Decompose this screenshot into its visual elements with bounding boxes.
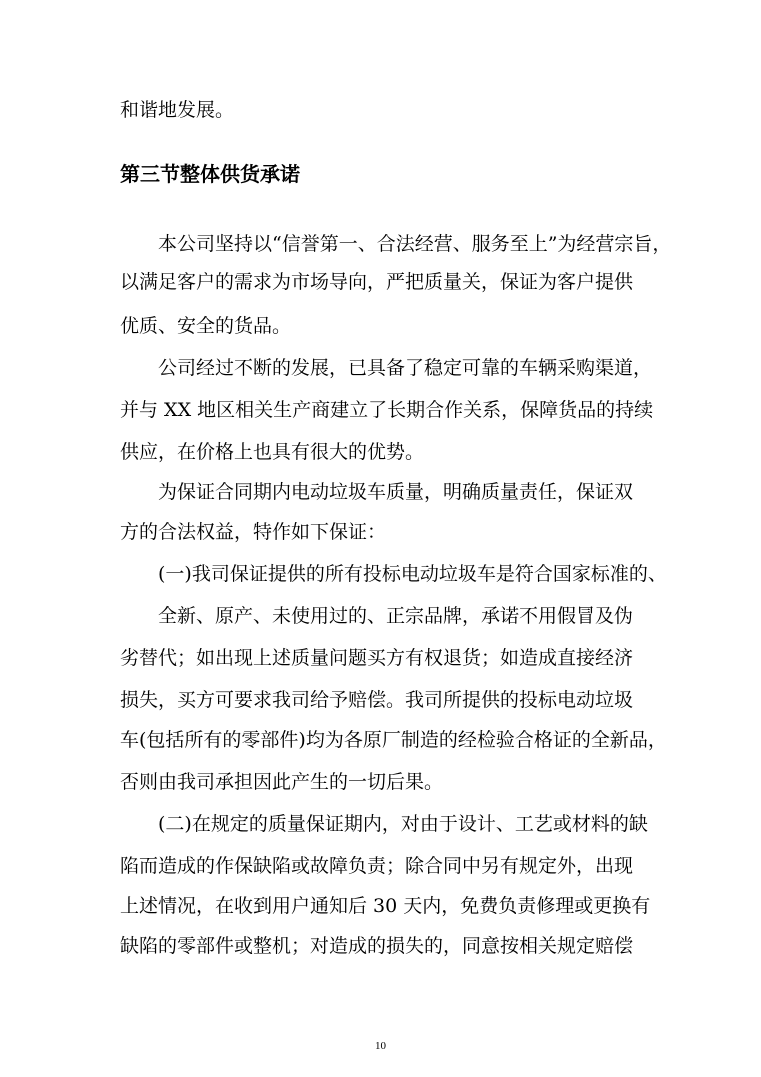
text-line: 损失，买方可要求我司给予赔偿。我司所提供的投标电动垃圾 — [120, 689, 634, 711]
text-line: 缺陷的零部件或整机；对造成的损失的，同意按相关规定赔偿 — [120, 935, 634, 957]
section-heading: 第三节整体供货承诺 — [120, 162, 300, 186]
text-line: 和谐地发展。 — [120, 99, 235, 121]
text-line: 优质、安全的货品。 — [120, 315, 292, 337]
text-line: 劣替代；如出现上述质量问题买方有权退货；如造成直接经济 — [120, 647, 634, 669]
text-line: (一)我司保证提供的所有投标电动垃圾车是符合国家标准的、 — [158, 563, 667, 585]
text-line: 并与 XX 地区相关生产商建立了长期合作关系，保障货品的持续 — [120, 399, 654, 421]
text-line: 方的合法权益，特作如下保证： — [120, 521, 387, 543]
text-line: 车(包括所有的零部件)均为各原厂制造的经检验合格证的全新品， — [120, 729, 667, 751]
text-line: 为保证合同期内电动垃圾车质量，明确质量责任，保证双 — [158, 481, 634, 503]
text-line: 公司经过不断的发展，已具备了稳定可靠的车辆采购渠道， — [158, 357, 653, 379]
text-line: 陷而造成的作保缺陷或故障负责；除合同中另有规定外，出现 — [120, 855, 634, 877]
text-line: (二)在规定的质量保证期内，对由于设计、工艺或材料的缺 — [158, 813, 648, 835]
text-line: 以满足客户的需求为市场导向，严把质量关，保证为客户提供 — [120, 271, 634, 293]
text-line: 供应，在价格上也具有很大的优势。 — [120, 441, 425, 463]
text-line: 本公司坚持以“信誉第一、合法经营、服务至上”为经营宗旨， — [158, 233, 672, 255]
text-line: 上述情况，在收到用户通知后 30 天内，免费负责修理或更换有 — [120, 895, 651, 917]
page-number: 10 — [375, 1040, 386, 1052]
text-line: 全新、原产、未使用过的、正宗品牌，承诺不用假冒及伪 — [158, 605, 634, 627]
text-line: 否则由我司承担因此产生的一切后果。 — [120, 771, 444, 793]
